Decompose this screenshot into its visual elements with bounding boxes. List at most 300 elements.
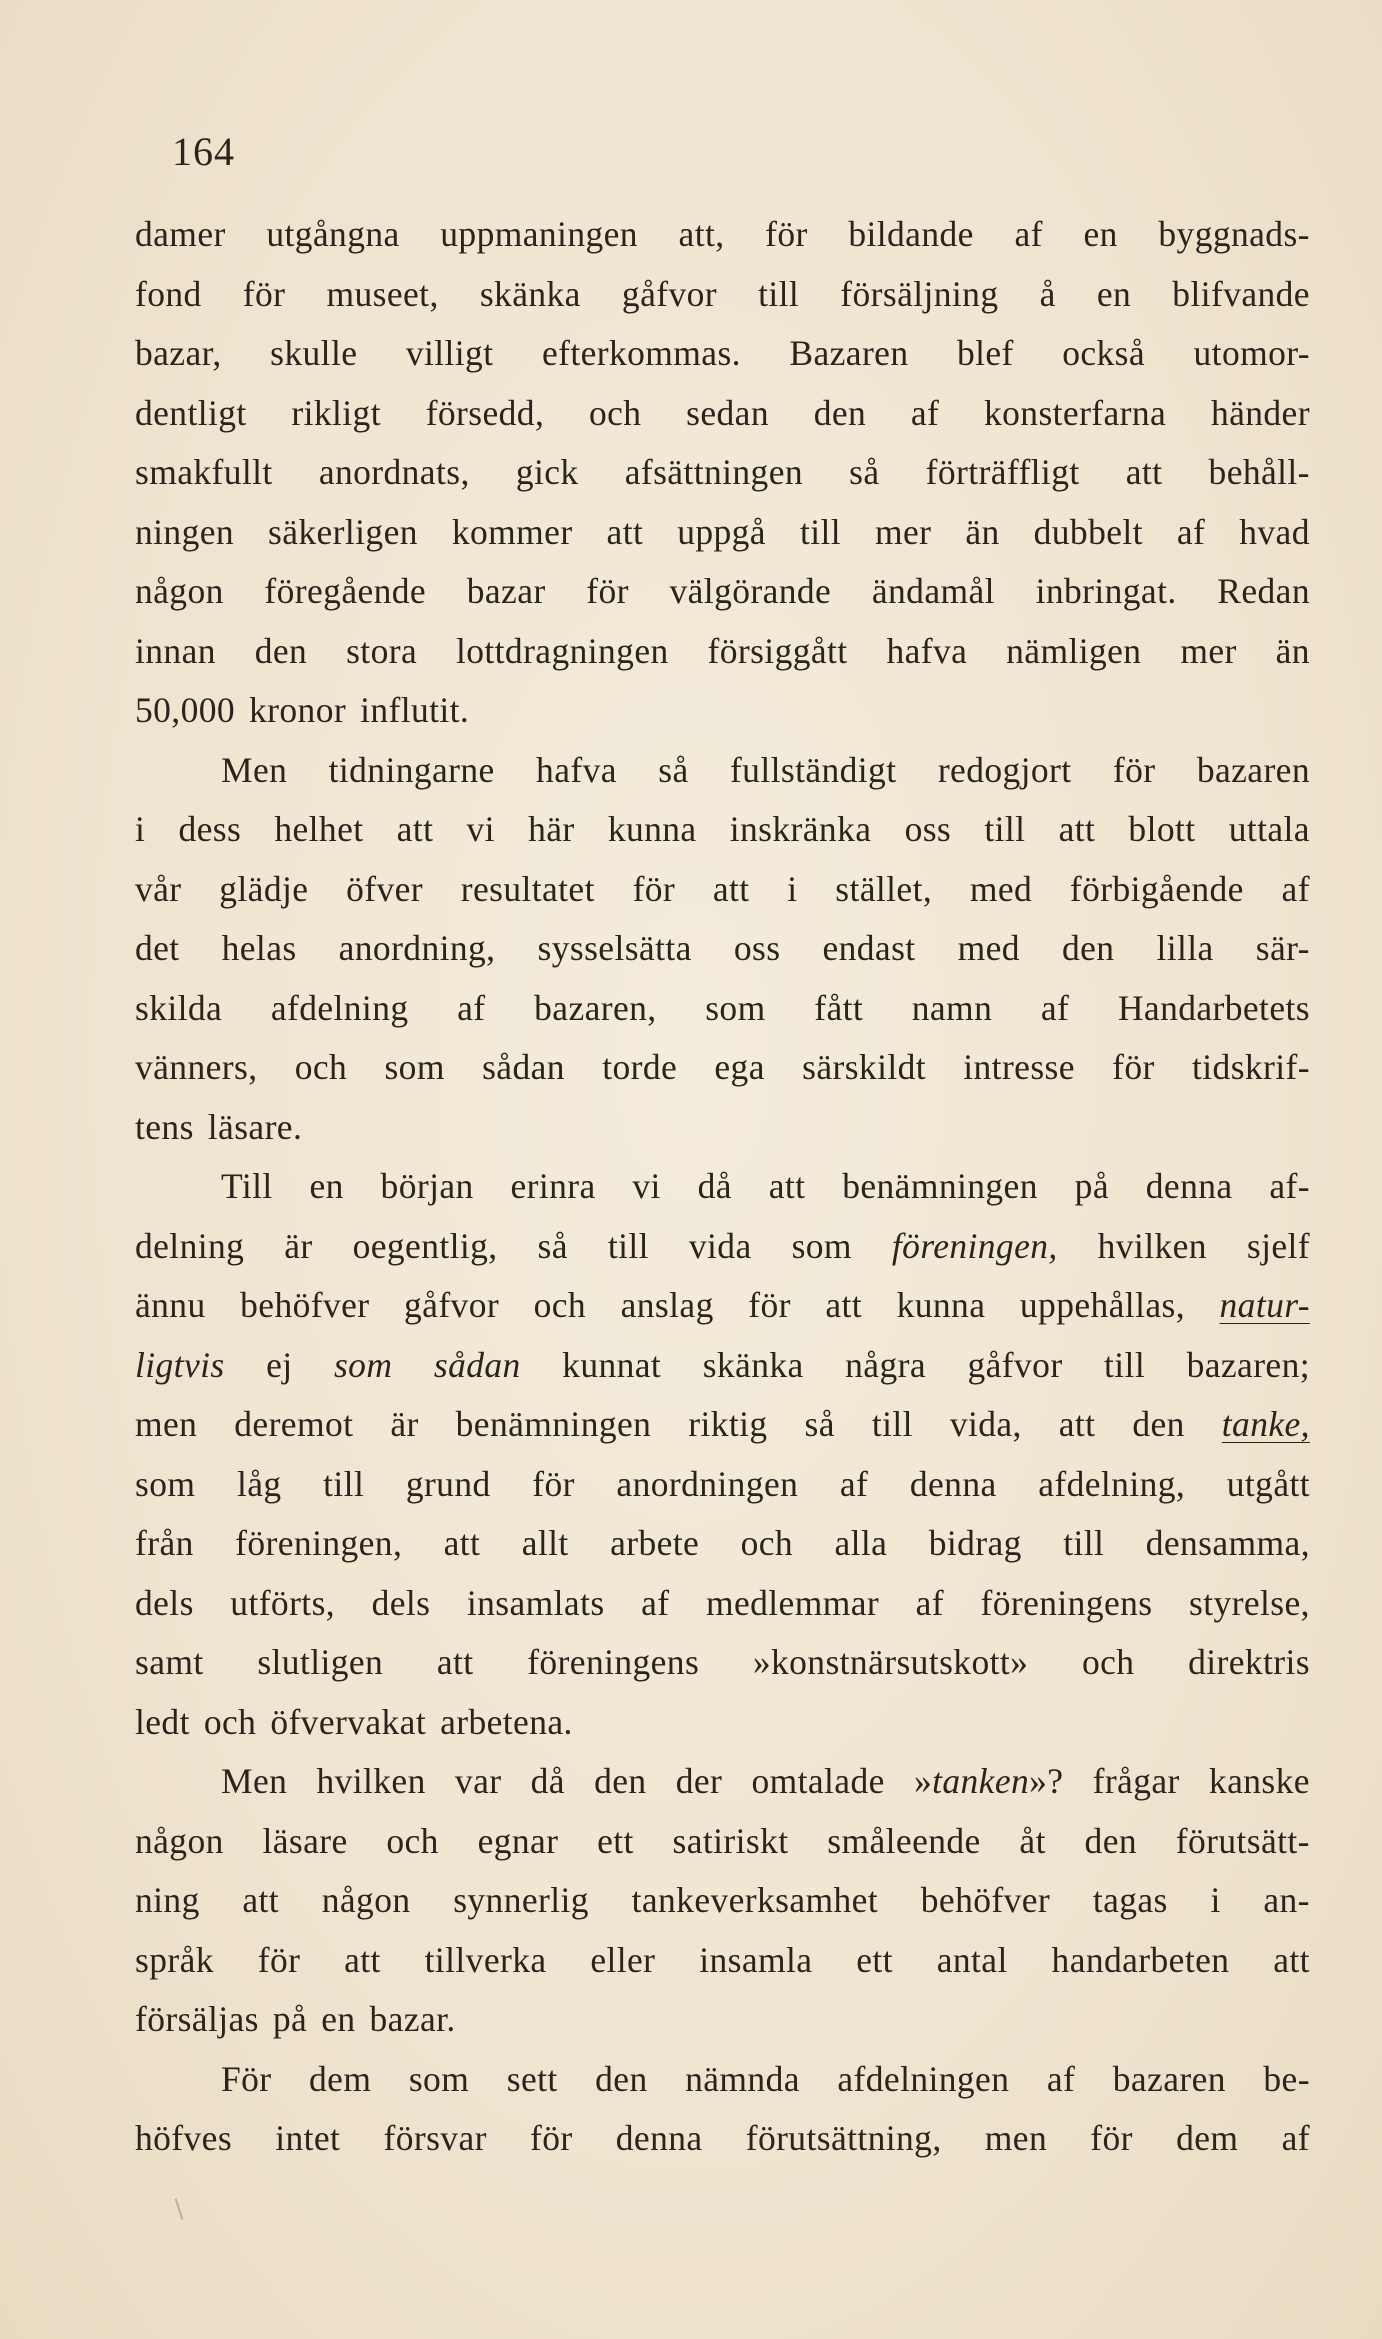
word: sjelf — [1246, 1225, 1310, 1266]
word: innan — [135, 630, 216, 671]
word: den — [1061, 928, 1115, 968]
word: afdelning, — [1038, 1463, 1186, 1504]
word: lilla — [1156, 928, 1214, 968]
word: förträffligt — [925, 452, 1080, 492]
word: kronor — [249, 690, 347, 730]
word: för — [586, 571, 629, 611]
word: och — [294, 1047, 348, 1087]
word: som — [333, 1344, 393, 1385]
word: försäljas — [135, 1999, 259, 2039]
word: som — [408, 2058, 470, 2099]
word: den — [1084, 1820, 1138, 1861]
word: ett — [856, 1939, 893, 1980]
word: tens — [135, 1106, 194, 1147]
word: försiggått — [707, 630, 848, 671]
word: till — [871, 1404, 913, 1444]
word: af- — [1269, 1166, 1310, 1206]
word: hafva — [886, 630, 968, 671]
word: till — [607, 1225, 649, 1266]
word: språk — [135, 1939, 214, 1980]
word: dentligt — [135, 392, 247, 433]
text-line — [135, 919, 1310, 979]
word: utomor- — [1193, 333, 1310, 373]
word: till — [799, 511, 841, 552]
word: dem — [309, 2058, 372, 2099]
word: damer — [135, 214, 226, 254]
word: tidskrif- — [1192, 1047, 1310, 1087]
word: deremot — [234, 1404, 354, 1444]
word: utgått — [1226, 1463, 1310, 1504]
word: så — [849, 452, 880, 492]
word: sedan — [686, 392, 769, 433]
word: der — [675, 1761, 723, 1801]
text-line — [135, 2109, 1310, 2169]
word: denna — [909, 1463, 997, 1504]
word: föreningens — [527, 1642, 700, 1682]
word: dels — [135, 1582, 194, 1623]
word: af — [910, 392, 940, 433]
word: föreningen, — [235, 1523, 403, 1563]
word: föreningen, — [891, 1225, 1058, 1266]
word: bazaren — [1196, 749, 1310, 790]
word: kommer — [451, 511, 573, 552]
word: än — [1275, 630, 1310, 671]
word: att — [1058, 809, 1096, 849]
word: så — [658, 749, 689, 790]
word: med — [969, 868, 1033, 909]
word: behöfver — [240, 1285, 370, 1325]
word: och — [588, 392, 642, 433]
word: att — [1125, 452, 1163, 492]
word: blef — [956, 333, 1014, 373]
text-line — [135, 979, 1310, 1039]
word: dels — [371, 1582, 431, 1623]
word: frågar — [1092, 1761, 1180, 1801]
word: försvar — [383, 2118, 487, 2158]
word: tanke, — [1221, 1404, 1310, 1444]
word: på — [1074, 1166, 1109, 1206]
word: delning — [135, 1225, 245, 1266]
word: utgångna — [266, 214, 400, 254]
word: att — [344, 1939, 381, 1980]
word: för — [1112, 1047, 1155, 1087]
word: vår — [135, 868, 182, 909]
word: ännu — [135, 1285, 206, 1325]
word: så — [804, 1404, 835, 1444]
word: bazar. — [369, 1999, 456, 2039]
word: bildande — [848, 214, 974, 254]
word: för — [632, 868, 676, 909]
word: för — [1090, 2118, 1133, 2158]
word: helhet — [274, 809, 364, 849]
word: skulle — [270, 333, 358, 373]
word: gick — [515, 452, 579, 492]
word: kanske — [1208, 1761, 1310, 1801]
word: anordningen — [616, 1463, 799, 1504]
text-line — [135, 622, 1310, 682]
word: åt — [1019, 1820, 1046, 1861]
word: försäljning — [840, 273, 999, 314]
word: för — [257, 1939, 301, 1980]
text-line — [135, 1098, 1310, 1158]
word: blott — [1128, 809, 1196, 849]
word: anslag — [620, 1285, 714, 1325]
word: höfves — [135, 2118, 233, 2158]
word: riktig — [688, 1404, 768, 1444]
word: af — [839, 1463, 869, 1504]
word: välgörande — [669, 571, 832, 611]
word: af — [1176, 511, 1206, 552]
word: föregående — [264, 571, 427, 611]
word: museet, — [326, 273, 439, 314]
word: vänners, — [135, 1047, 258, 1087]
word: men — [135, 1404, 198, 1444]
word: gåfvor — [621, 273, 717, 314]
word: eller — [590, 1939, 656, 1980]
word: att — [768, 1166, 806, 1206]
word: som — [791, 1225, 852, 1266]
word: vi — [632, 1166, 661, 1206]
word: ledt — [135, 1701, 190, 1742]
word: vida — [688, 1225, 752, 1266]
word: hvilken — [316, 1761, 426, 1801]
word: öfver — [346, 868, 424, 909]
word: med — [957, 928, 1020, 968]
word: som — [705, 987, 766, 1028]
word: fått — [814, 987, 864, 1028]
word: Till — [221, 1166, 273, 1206]
word: dubbelt — [1033, 511, 1143, 552]
word: och — [533, 1285, 587, 1325]
text-line — [135, 205, 1310, 265]
word: stället, — [835, 868, 933, 909]
word: men — [984, 2118, 1048, 2158]
word: anordning, — [338, 928, 496, 968]
word: mer — [1180, 630, 1237, 671]
word: till — [1063, 1523, 1105, 1563]
word: medlemmar — [705, 1582, 880, 1623]
word: vi — [466, 809, 495, 849]
text-line — [135, 1871, 1310, 1931]
word: att — [436, 1642, 474, 1682]
word: oss — [733, 928, 781, 968]
word: sådan — [482, 1047, 565, 1087]
word: här — [528, 809, 575, 849]
word: fullständigt — [729, 749, 897, 790]
word: grund — [405, 1463, 491, 1504]
word: än — [965, 511, 1000, 552]
word: insamla — [699, 1939, 813, 1980]
word: tankeverksamhet — [631, 1880, 879, 1920]
word: föreningens — [980, 1582, 1153, 1623]
word: bazaren, — [534, 987, 657, 1028]
word: en — [309, 1166, 344, 1206]
word: början — [380, 1166, 474, 1206]
word: nämligen — [1006, 630, 1142, 671]
text-line — [135, 1038, 1310, 1098]
word: af — [1040, 987, 1070, 1028]
word: i — [1210, 1880, 1221, 1920]
word: skänka — [479, 273, 581, 314]
word: anordnats, — [318, 452, 470, 492]
word: att — [606, 511, 644, 552]
text-line — [135, 1574, 1310, 1634]
text-line — [135, 1395, 1310, 1455]
word: särskildt — [802, 1047, 927, 1087]
word: erinra — [510, 1166, 596, 1206]
word: af — [1281, 868, 1310, 909]
word: allt — [521, 1523, 569, 1563]
word: 50,000 — [135, 690, 236, 730]
word: af — [641, 1582, 670, 1623]
word: torde — [602, 1047, 678, 1087]
word: att, — [678, 214, 725, 254]
word: att — [1273, 1939, 1310, 1980]
word: i — [787, 868, 798, 909]
word: det — [135, 928, 180, 968]
word: Bazaren — [789, 333, 909, 373]
word: kunnat — [562, 1344, 662, 1385]
word: för — [748, 1285, 791, 1325]
word: direktris — [1188, 1642, 1310, 1682]
word: stora — [346, 630, 418, 671]
text-line — [135, 503, 1310, 563]
word: den — [254, 630, 308, 671]
word: dem — [1176, 2118, 1239, 2158]
text-line — [135, 1633, 1310, 1693]
word: och — [386, 1820, 439, 1861]
word: att — [396, 809, 434, 849]
word: inbringat. — [1035, 571, 1177, 611]
word: i — [135, 809, 146, 849]
word: att — [825, 1285, 863, 1325]
word: afdelning — [270, 987, 409, 1028]
word: att — [443, 1523, 481, 1563]
word: För — [221, 2058, 272, 2099]
word: Handarbetets — [1117, 987, 1310, 1028]
word: af — [1014, 214, 1043, 254]
text-line — [135, 384, 1310, 444]
word: låg — [236, 1463, 282, 1504]
text-line — [135, 800, 1310, 860]
word: alla — [834, 1523, 888, 1563]
word: småleende — [827, 1820, 981, 1861]
word: »tanken»? — [913, 1761, 1064, 1801]
word: bazaren — [1112, 2058, 1226, 2099]
word: är — [284, 1225, 313, 1266]
word: tidningarne — [328, 749, 495, 790]
word: gåfvor — [967, 1344, 1063, 1385]
word: antal — [936, 1939, 1008, 1980]
word: smakfullt — [135, 452, 273, 492]
word: arbetena. — [440, 1701, 573, 1742]
word: resultatet — [460, 868, 595, 909]
word: arbete — [610, 1523, 700, 1563]
word: an- — [1263, 1880, 1310, 1920]
word: för — [765, 214, 808, 254]
word: behöfver — [920, 1880, 1051, 1920]
word: be- — [1263, 2058, 1310, 2099]
word: fond — [135, 273, 202, 314]
word: lottdragningen — [455, 630, 669, 671]
body-text — [135, 205, 1310, 2169]
word: intet — [275, 2118, 341, 2158]
word: influtit. — [360, 690, 470, 730]
word: redogjort — [937, 749, 1072, 790]
word: glädje — [219, 868, 309, 909]
word: konsterfarna — [984, 392, 1167, 433]
word: natur- — [1219, 1285, 1310, 1325]
word: ett — [597, 1820, 634, 1861]
word: till — [984, 809, 1026, 849]
word: för — [1112, 749, 1156, 790]
text-line — [135, 741, 1310, 801]
word: då — [530, 1761, 565, 1801]
text-line — [135, 1455, 1310, 1515]
word: och — [1081, 1642, 1135, 1682]
word: hvad — [1239, 511, 1310, 552]
word: också — [1062, 333, 1146, 373]
word: att — [1058, 1404, 1096, 1444]
word: slutligen — [257, 1642, 384, 1682]
word: kunna — [607, 809, 697, 849]
word: uppgå — [677, 511, 766, 552]
word: ändamål — [871, 571, 995, 611]
word: samt — [135, 1642, 204, 1682]
word: någon — [321, 1880, 411, 1920]
word: Redan — [1217, 571, 1310, 611]
word: vida, — [949, 1404, 1022, 1444]
word: ning — [135, 1880, 200, 1920]
word: till — [323, 1463, 365, 1504]
text-line — [135, 1276, 1310, 1336]
word: hafva — [536, 749, 617, 790]
text-line — [135, 443, 1310, 503]
word: och — [203, 1701, 257, 1742]
word: uppehållas, — [1019, 1285, 1185, 1325]
word: bazar — [466, 571, 546, 611]
word: dess — [178, 809, 242, 849]
word: egnar — [477, 1820, 559, 1861]
word: hvilken — [1097, 1225, 1207, 1266]
text-line — [135, 1514, 1310, 1574]
word: utförts, — [230, 1582, 336, 1623]
word: denna — [615, 2118, 703, 2158]
word: ligtvis — [135, 1344, 225, 1385]
word: handarbeten — [1051, 1939, 1230, 1980]
word: den — [1132, 1404, 1185, 1444]
word: af — [915, 1582, 944, 1623]
word: förutsätt- — [1175, 1820, 1310, 1861]
word: och — [740, 1523, 794, 1563]
word: blifvande — [1172, 273, 1310, 314]
word: att — [242, 1880, 280, 1920]
page-number: 164 — [172, 129, 235, 174]
word: för — [242, 273, 286, 314]
text-line — [135, 1990, 1310, 2050]
word: insamlats — [466, 1582, 605, 1623]
word: var — [454, 1761, 502, 1801]
text-line — [135, 1336, 1310, 1396]
word: Men — [221, 1761, 288, 1801]
word: kunna — [896, 1285, 986, 1325]
word: läsare. — [207, 1106, 303, 1147]
word: en — [1083, 214, 1118, 254]
word: inskränka — [729, 809, 872, 849]
word: villigt — [405, 333, 494, 373]
word: mer — [874, 511, 932, 552]
word: ega — [714, 1047, 765, 1087]
word: afdelningen — [837, 2058, 1010, 2099]
word: af — [457, 987, 486, 1028]
text-line — [135, 1217, 1310, 1277]
word: bazar, — [135, 333, 222, 373]
word: som — [384, 1047, 445, 1087]
word: Men — [221, 749, 288, 790]
word: händer — [1210, 392, 1310, 433]
word: satiriskt — [672, 1820, 789, 1861]
word: som — [135, 1463, 196, 1504]
word: på — [272, 1999, 308, 2039]
stray-pencil-mark — [175, 2198, 184, 2220]
word: någon — [135, 571, 224, 611]
word: byggnads- — [1158, 214, 1310, 254]
word: rikligt — [291, 392, 381, 433]
word: helas — [221, 928, 297, 968]
word: efterkommas. — [541, 333, 741, 373]
word: bazaren; — [1186, 1344, 1310, 1385]
word: endast — [822, 928, 916, 968]
word: då — [697, 1166, 732, 1206]
word: till — [758, 273, 800, 314]
word: skilda — [135, 987, 223, 1028]
word: den — [594, 1761, 647, 1801]
word: tillverka — [424, 1939, 547, 1980]
word: så — [537, 1225, 568, 1266]
text-line — [135, 1752, 1310, 1812]
word: densamma, — [1145, 1523, 1310, 1563]
word: sysselsätta — [537, 928, 692, 968]
word: »konstnärsutskott» — [752, 1642, 1029, 1682]
word: namn — [911, 987, 993, 1028]
word: denna — [1145, 1166, 1233, 1206]
word: styrelse, — [1189, 1582, 1310, 1623]
word: sett — [506, 2058, 558, 2099]
word: af — [1281, 2118, 1310, 2158]
word: benämningen — [842, 1166, 1038, 1206]
word: en — [1096, 273, 1132, 314]
word: intresse — [963, 1047, 1075, 1087]
text-line — [135, 562, 1310, 622]
word: ningen — [135, 511, 235, 552]
text-line — [135, 265, 1310, 325]
text-line — [135, 1931, 1310, 1991]
word: benämningen — [455, 1404, 652, 1444]
word: öfvervakat — [270, 1701, 427, 1742]
word: omtalade — [751, 1761, 885, 1801]
text-line — [135, 860, 1310, 920]
word: skänka — [702, 1344, 804, 1385]
word: sär- — [1255, 928, 1310, 968]
word: den — [813, 392, 867, 433]
word: den — [595, 2058, 648, 2099]
word: synnerlig — [453, 1880, 589, 1920]
word: å — [1039, 273, 1056, 314]
text-line — [135, 1693, 1310, 1753]
text-line — [135, 1157, 1310, 1217]
word: tagas — [1092, 1880, 1168, 1920]
word: oegentlig, — [352, 1225, 498, 1266]
